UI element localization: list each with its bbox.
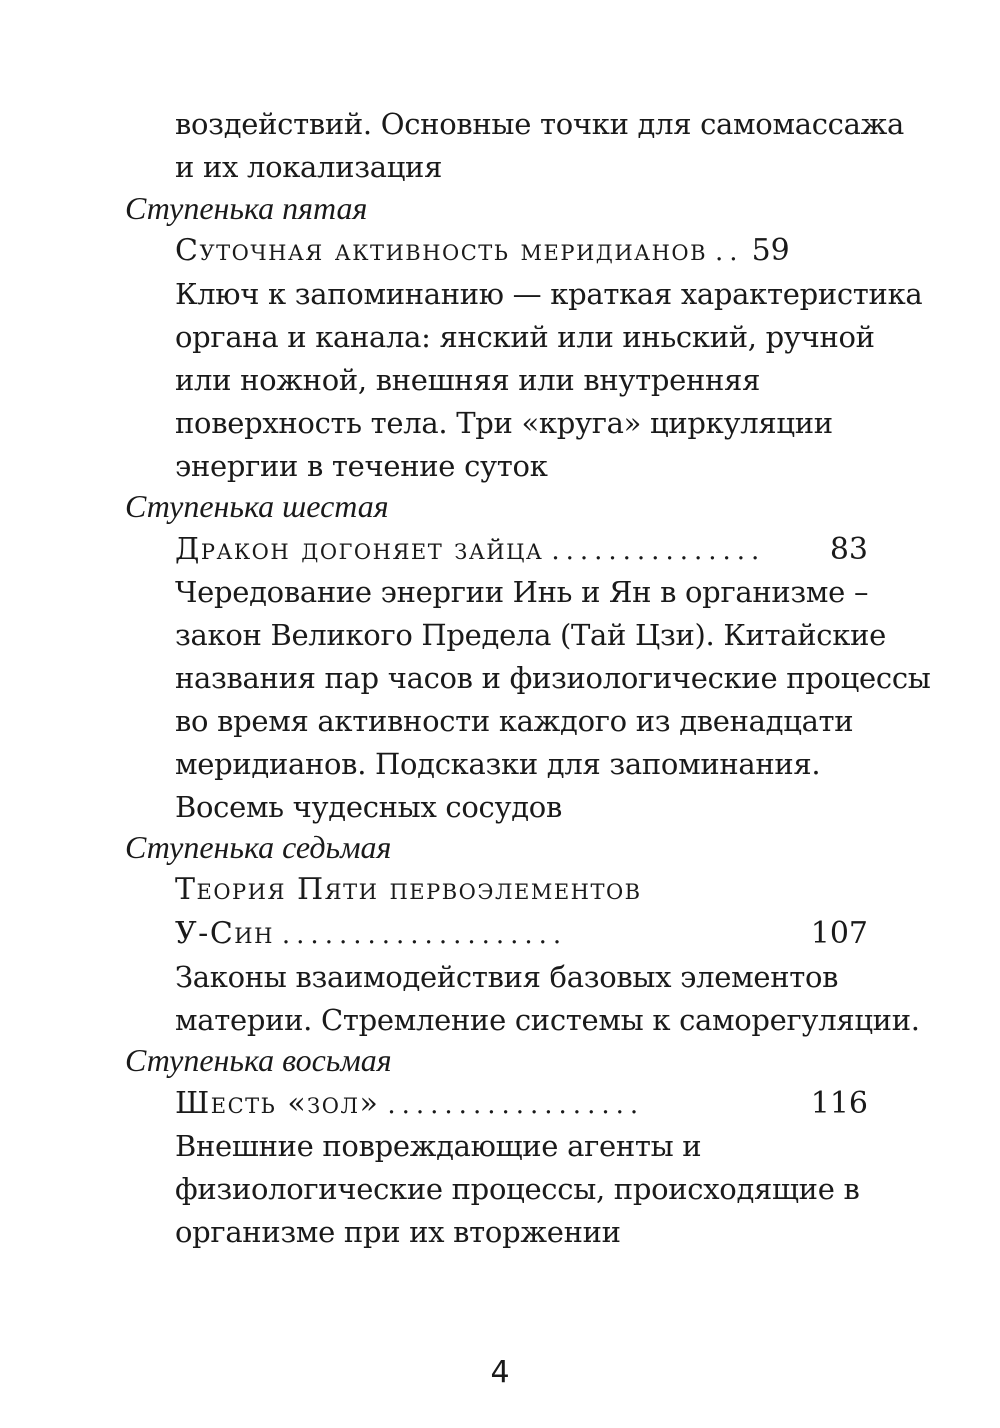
section-description-line: Чередование энергии Инь и Ян в организме – bbox=[175, 575, 869, 609]
section-description-line: Ключ к запоминанию — краткая характеристика bbox=[175, 277, 923, 311]
section-description-line: поверхность тела. Три «круга» циркуляции bbox=[175, 406, 833, 440]
section-description-line: организме при их вторжении bbox=[175, 1215, 621, 1249]
toc-entry-8[interactable] bbox=[175, 1086, 868, 1121]
section-description-line: органа и канала: янский или иньский, ручной bbox=[175, 320, 875, 354]
section-description-line: Восемь чудесных сосудов bbox=[175, 790, 562, 824]
section-description-line: материи. Стремление системы к саморегуляции. bbox=[175, 1003, 920, 1037]
intro-line: воздействий. Основные точки для самомассажа bbox=[175, 107, 904, 141]
section-description-line: Законы взаимодействия базовых элементов bbox=[175, 960, 839, 994]
toc-entry-5[interactable] bbox=[175, 233, 868, 268]
toc-page-number: 107 bbox=[810, 916, 868, 951]
toc-leader-dots: ............... bbox=[551, 538, 766, 564]
section-description-line: или ножной, внешняя или внутренняя bbox=[175, 363, 761, 397]
toc-entry-title-line: Теория Пяти первоэлементов bbox=[175, 872, 642, 907]
section-description-line: энергии в течение суток bbox=[175, 449, 548, 483]
toc-entry-title: Суточная активность меридианов bbox=[175, 233, 708, 268]
page-number: 4 bbox=[490, 1355, 510, 1390]
toc-leader-dots: .................... bbox=[281, 922, 568, 948]
section-description-line: меридианов. Подсказки для запоминания. bbox=[175, 747, 821, 781]
step-heading-6: Ступенька шестая bbox=[125, 488, 389, 524]
step-heading-7: Ступенька седьмая bbox=[125, 829, 392, 865]
section-description-line: Внешние повреждающие агенты и bbox=[175, 1129, 702, 1163]
toc-entry-title: У-Син bbox=[175, 916, 274, 951]
toc-leader-dots: .................. bbox=[387, 1092, 645, 1118]
section-description-line: названия пар часов и физиологические процессы bbox=[175, 661, 931, 695]
toc-page-number: 83 bbox=[829, 532, 868, 567]
section-description-line: во время активности каждого из двенадцати bbox=[175, 704, 854, 738]
toc-page-number: 59 bbox=[751, 233, 790, 268]
toc-page-number: 116 bbox=[810, 1086, 868, 1121]
toc-entry-7[interactable] bbox=[175, 916, 868, 951]
section-description-line: физиологические процессы, происходящие в bbox=[175, 1172, 860, 1206]
toc-entry-6[interactable] bbox=[175, 532, 868, 567]
intro-line: и их локализация bbox=[175, 150, 443, 184]
step-heading-8: Ступенька восьмая bbox=[125, 1042, 392, 1078]
toc-leader-dots: .. bbox=[715, 239, 744, 265]
toc-entry-title: Шесть «зол» bbox=[175, 1086, 380, 1121]
step-heading-5: Ступенька пятая bbox=[125, 190, 368, 226]
section-description-line: закон Великого Предела (Тай Цзи). Китайские bbox=[175, 618, 886, 652]
toc-entry-title: Дракон догоняет зайца bbox=[175, 532, 544, 567]
